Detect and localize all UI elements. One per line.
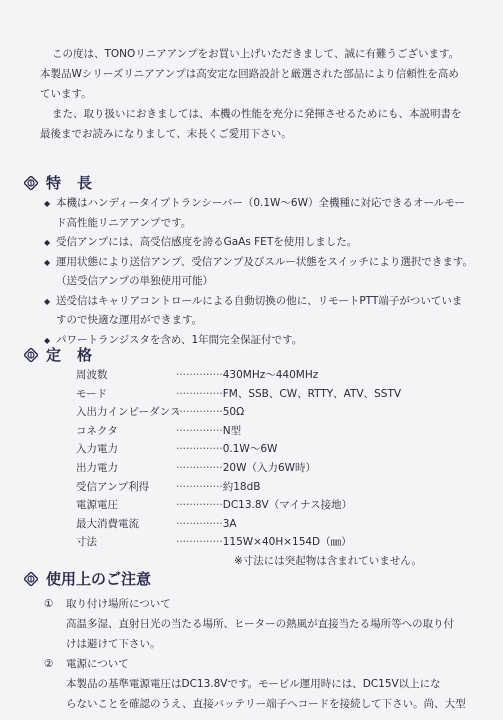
features-heading (24, 172, 108, 193)
specs-table (76, 366, 422, 571)
intro-text (40, 44, 485, 144)
specs-title: 定格 (46, 346, 109, 364)
specs-heading (24, 344, 108, 365)
spec-row: コネクタ ·············· N型 (76, 422, 422, 441)
spec-row: モード ·············· FM、SSB、CW、RTTY、ATV、SSTV (76, 385, 422, 404)
spec-row: 寸法 ·············· 115W×40H×154D（㎜） (76, 533, 422, 552)
intro-line: 本製品Wシリーズリニアアンプは高安定な回路設計と厳選された部品により信頼性を高め (40, 68, 459, 80)
intro-line: この度は、TONOリニアアンプをお買い上げいただきまして、誠に有難うございます。 (52, 48, 460, 60)
spec-value: N型 (222, 424, 242, 437)
caution-title: 取り付け場所について (66, 598, 171, 610)
spec-label: 入出力インピーダンス (76, 406, 181, 419)
feature-item-cont: すので快適な運用ができます。 (56, 314, 203, 326)
spec-value: 0.1W〜6W (222, 443, 278, 456)
feature-item: ◆ 送受信はキャリアコントロールによる自動切換の他に、リモートPTT端子がついていま (44, 292, 492, 312)
spec-label: モード (76, 387, 108, 400)
spec-row: 入出力インピーダンス ·············· 50Ω (76, 403, 422, 422)
spec-row: 受信アンプ利得 ·············· 約18dB (76, 478, 422, 497)
spec-label: 寸法 (76, 536, 97, 549)
feature-item: ◆ 受信アンプには、高受信感度を誇るGaAs FETを使用しました。 (44, 233, 492, 253)
spec-value: DC13.8V（マイナス接地） (222, 499, 353, 512)
intro-line: また、取り扱いにおきましては、本機の性能を充分に発揮させるためにも、本説明書を (52, 108, 462, 120)
caution-text: 本製品の基準電源電圧はDC13.8Vです。モービル運用時には、DC15V以上にな (66, 678, 441, 690)
caution-number: ① (44, 598, 54, 610)
feature-item-cont: （送受信アンプの単独使用可能） (56, 275, 214, 287)
spec-value: 3A (222, 517, 237, 530)
spec-value: 115W×40H×154D（㎜） (222, 536, 352, 549)
intro-line: ています。 (40, 88, 92, 100)
cautions-title: 使用上のご注意 (46, 570, 152, 588)
spec-label: コネクタ (76, 424, 118, 437)
section-marker-icon (24, 348, 38, 362)
spec-label: 最大消費電流 (76, 517, 139, 530)
spec-row: 電源電圧 ·············· DC13.8V（マイナス接地） (76, 496, 422, 515)
caution-title: 電源について (66, 658, 129, 670)
spec-value: FM、SSB、CW、RTTY、ATV、SSTV (222, 387, 402, 400)
spec-label: 電源電圧 (76, 499, 118, 512)
cautions-list (44, 594, 494, 714)
spec-value: 20W（入力6W時） (222, 461, 317, 474)
caution-text: 高温多湿、直射日光の当たる場所、ヒーターの熱風が直接当たる場所等への取り付 (66, 618, 455, 630)
section-marker-icon (24, 572, 38, 586)
spec-row: 最大消費電流 ·············· 3A (76, 515, 422, 534)
features-list (44, 194, 492, 350)
caution-title-row (44, 654, 494, 674)
spec-label: 出力電力 (76, 461, 118, 474)
spec-value: 約18dB (222, 480, 261, 493)
spec-label: 入力電力 (76, 443, 118, 456)
caution-title-row (44, 594, 494, 614)
spec-value: 430MHz〜440MHz (222, 369, 319, 381)
feature-item-cont: ド高性能リニアアンプです。 (56, 216, 192, 229)
spec-note: ※寸法には突起物は含まれていません。 (234, 554, 422, 567)
spec-row: 入力電力 ·············· 0.1W〜6W (76, 440, 422, 459)
features-title: 特長 (46, 174, 109, 192)
spec-label: 受信アンプ利得 (76, 480, 150, 493)
feature-item: ◆ 運用状態により送信アンプ、受信アンプ及びスルー状態をスイッチにより選択できます。 (44, 253, 492, 273)
spec-row: 出力電力 ·············· 20W（入力6W時） (76, 459, 422, 478)
intro-line: 最後までお読みになりまして、末長くご愛用下さい。 (40, 128, 292, 140)
feature-item: ◆ 本機はハンディータイプトランシーバー（0.1W〜6W）全機種に対応できるオールモー (44, 194, 492, 214)
cautions-heading (24, 568, 151, 589)
spec-label: 周波数 (76, 369, 108, 381)
spec-row: 周波数 ·············· 430MHz〜440MHz (76, 366, 422, 385)
caution-number: ② (44, 658, 54, 670)
caution-text: らないことを確認のうえ、直接バッテリー端子へコードを接続して下さい。尚、大型 (66, 698, 466, 710)
spec-value: 50Ω (222, 406, 245, 419)
section-marker-icon (24, 176, 38, 190)
caution-text: けは避けて下さい。 (66, 638, 161, 650)
feature-item: ◆ パワートランジスタを含め、1年間完全保証付です。 (44, 331, 492, 351)
